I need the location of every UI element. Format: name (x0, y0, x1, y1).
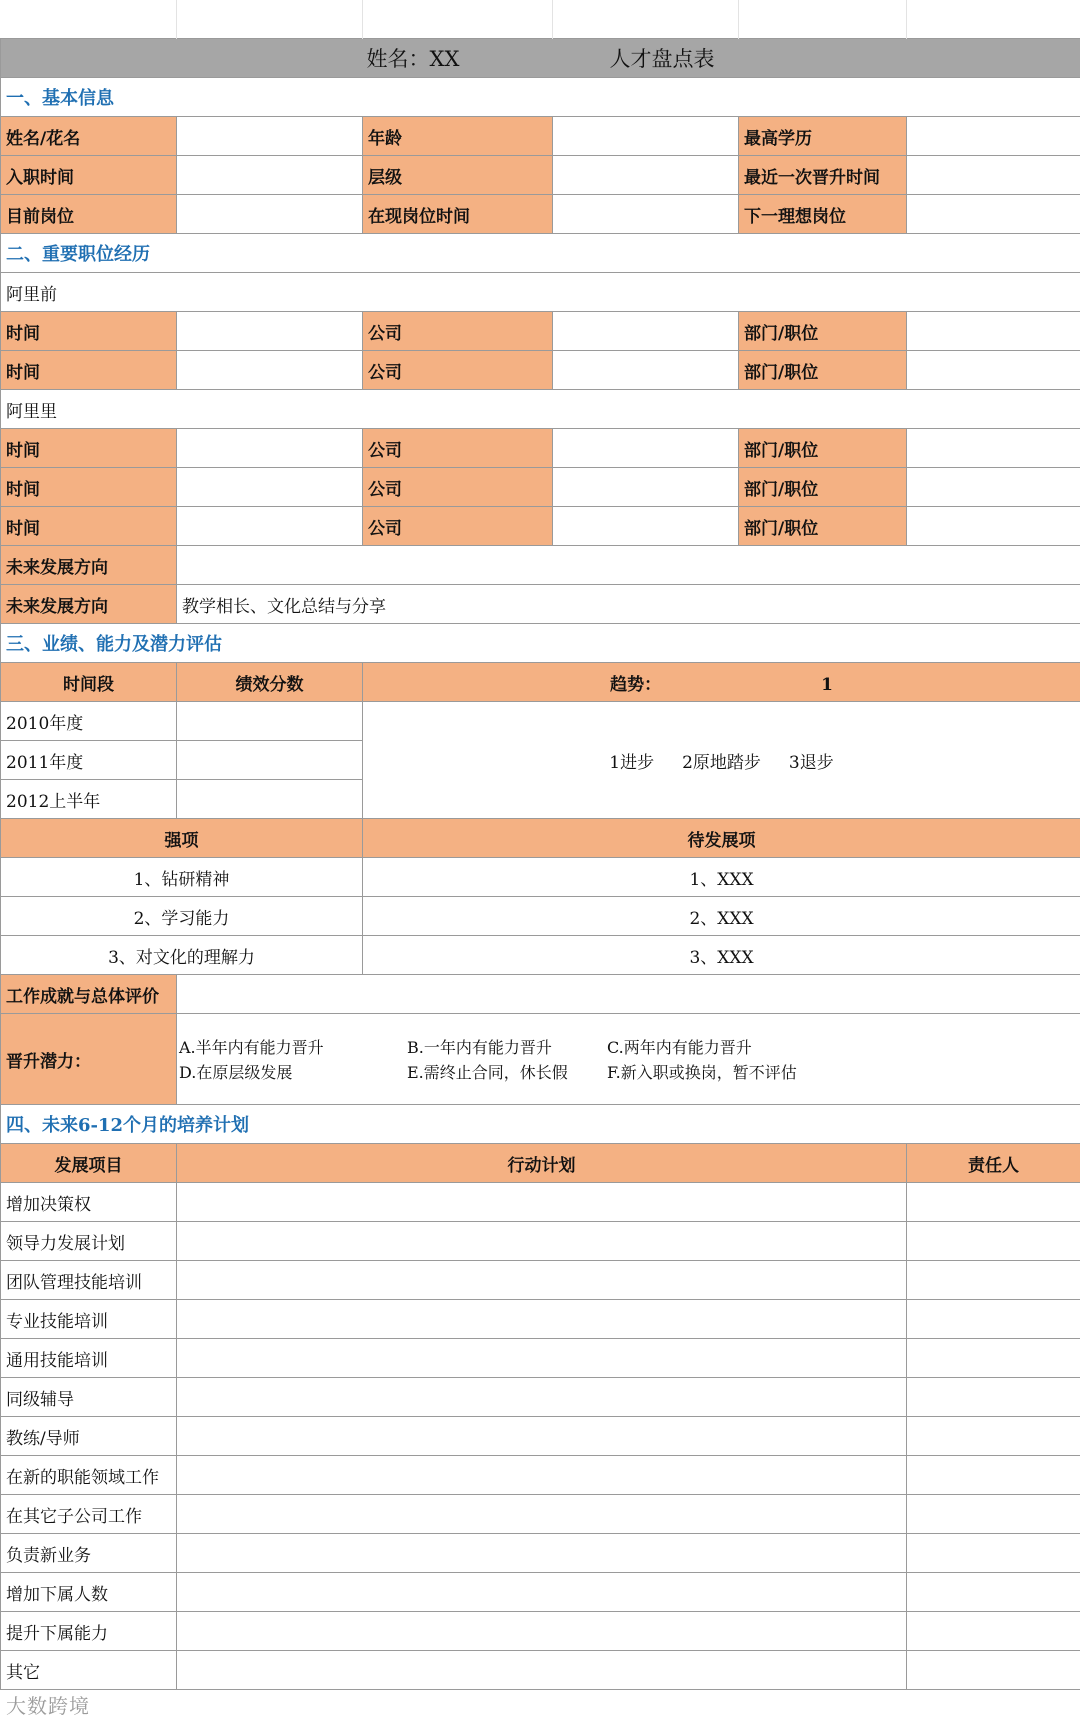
section-evaluation: 三、业绩、能力及潜力评估 (1, 624, 1080, 663)
plan-action[interactable] (177, 1534, 907, 1573)
potential-options (177, 1014, 1080, 1105)
label-dept: 部门/职位 (739, 507, 907, 546)
label-company: 公司 (363, 351, 553, 390)
plan-item: 教练/导师 (1, 1417, 177, 1456)
value-age[interactable] (553, 117, 739, 156)
value-company[interactable] (553, 429, 739, 468)
value-dept[interactable] (907, 429, 1080, 468)
plan-action[interactable] (177, 1339, 907, 1378)
plan-action[interactable] (177, 1378, 907, 1417)
period-2010: 2010年度 (1, 702, 177, 741)
trend-option-regress: 3退步 (788, 752, 834, 773)
table-row (1, 1495, 1080, 1534)
table-row (1, 1612, 1080, 1651)
label-future-direction: 未来发展方向 (1, 546, 177, 585)
potential-option-e[interactable]: E.需终止合同，休长假 (407, 1063, 568, 1082)
plan-owner[interactable] (907, 1222, 1080, 1261)
table-row (1, 1456, 1080, 1495)
label-time: 时间 (1, 351, 177, 390)
plan-item: 通用技能培训 (1, 1339, 177, 1378)
table-row (1, 1651, 1080, 1690)
label-company: 公司 (363, 468, 553, 507)
potential-option-d[interactable]: D.在原层级发展 (179, 1063, 293, 1082)
label-last-promotion: 最近一次晋升时间 (739, 156, 907, 195)
plan-item: 增加决策权 (1, 1183, 177, 1222)
label-potential: 晋升潜力： (1, 1014, 177, 1105)
header-strengths: 强项 (1, 819, 363, 858)
label-time: 时间 (1, 468, 177, 507)
label-current-post: 目前岗位 (1, 195, 177, 234)
value-name[interactable] (177, 117, 363, 156)
header-develop: 待发展项 (363, 819, 1080, 858)
value-dept[interactable] (907, 312, 1080, 351)
label-join-time: 入职时间 (1, 156, 177, 195)
label-next-post: 下一理想岗位 (739, 195, 907, 234)
label-future-direction: 未来发展方向 (1, 585, 177, 624)
value-company[interactable] (553, 351, 739, 390)
plan-item: 领导力发展计划 (1, 1222, 177, 1261)
header-action: 行动计划 (177, 1144, 907, 1183)
trend-options (363, 702, 1080, 819)
value-time[interactable] (177, 429, 363, 468)
value-next-post[interactable] (907, 195, 1080, 234)
score-2011[interactable] (177, 741, 363, 780)
value-join-time[interactable] (177, 156, 363, 195)
plan-owner[interactable] (907, 1495, 1080, 1534)
plan-action[interactable] (177, 1456, 907, 1495)
value-future-direction-1[interactable] (177, 546, 1080, 585)
table-row (1, 1183, 1080, 1222)
strength-item[interactable]: 3、对文化的理解力 (1, 936, 363, 975)
name-label: 姓名：XX (366, 47, 460, 71)
develop-item[interactable]: 2、XXX (363, 897, 1080, 936)
period-2012h1: 2012上半年 (1, 780, 177, 819)
plan-owner[interactable] (907, 1417, 1080, 1456)
header-trend (363, 663, 1080, 702)
plan-action[interactable] (177, 1300, 907, 1339)
value-time[interactable] (177, 507, 363, 546)
plan-owner[interactable] (907, 1261, 1080, 1300)
label-time: 时间 (1, 429, 177, 468)
value-time[interactable] (177, 351, 363, 390)
plan-owner[interactable] (907, 1456, 1080, 1495)
plan-item: 负责新业务 (1, 1534, 177, 1573)
label-dept: 部门/职位 (739, 312, 907, 351)
table-title: 人才盘点表 (609, 47, 715, 71)
value-future-direction-2[interactable]: 教学相长、文化总结与分享 (177, 585, 1080, 624)
label-company: 公司 (363, 429, 553, 468)
value-time-in-post[interactable] (553, 195, 739, 234)
value-level[interactable] (553, 156, 739, 195)
header-owner: 责任人 (907, 1144, 1080, 1183)
value-last-promotion[interactable] (907, 156, 1080, 195)
watermark-logo: 大数跨境 (6, 1694, 90, 1718)
plan-owner[interactable] (907, 1378, 1080, 1417)
period-2011: 2011年度 (1, 741, 177, 780)
value-company[interactable] (553, 468, 739, 507)
empty-top-row (1, 0, 1080, 39)
plan-item: 提升下属能力 (1, 1612, 177, 1651)
potential-option-a[interactable]: A.半年内有能力晋升 (179, 1038, 324, 1057)
subheading-before-ali: 阿里前 (1, 273, 1080, 312)
value-dept[interactable] (907, 507, 1080, 546)
plan-owner[interactable] (907, 1300, 1080, 1339)
value-achievement[interactable] (177, 975, 1080, 1014)
label-achievement: 工作成就与总体评价 (1, 975, 177, 1014)
strength-item[interactable]: 1、钻研精神 (1, 858, 363, 897)
potential-option-f[interactable]: F.新入职或换岗，暂不评估 (607, 1063, 797, 1082)
plan-action[interactable] (177, 1183, 907, 1222)
plan-action[interactable] (177, 1417, 907, 1456)
section-basic-info: 一、基本信息 (1, 78, 1080, 117)
plan-owner[interactable] (907, 1534, 1080, 1573)
table-row (1, 1261, 1080, 1300)
plan-item: 增加下属人数 (1, 1573, 177, 1612)
label-time: 时间 (1, 507, 177, 546)
table-row (1, 1339, 1080, 1378)
plan-action[interactable] (177, 1495, 907, 1534)
trend-option-stagnant: 2原地踏步 (682, 752, 761, 773)
table-row (1, 1222, 1080, 1261)
table-row (1, 1573, 1080, 1612)
trend-option-progress: 1进步 (609, 752, 655, 773)
value-dept[interactable] (907, 351, 1080, 390)
value-company[interactable] (553, 312, 739, 351)
label-time-in-post: 在现岗位时间 (363, 195, 553, 234)
potential-option-c[interactable]: C.两年内有能力晋升 (607, 1038, 752, 1057)
strength-item[interactable]: 2、学习能力 (1, 897, 363, 936)
label-company: 公司 (363, 312, 553, 351)
plan-item: 在其它子公司工作 (1, 1495, 177, 1534)
subheading-inside-ali: 阿里里 (1, 390, 1080, 429)
table-row (1, 1378, 1080, 1417)
develop-item[interactable]: 1、XXX (363, 858, 1080, 897)
value-time[interactable] (177, 468, 363, 507)
plan-action[interactable] (177, 1573, 907, 1612)
plan-item: 专业技能培训 (1, 1300, 177, 1339)
label-time: 时间 (1, 312, 177, 351)
develop-item[interactable]: 3、XXX (363, 936, 1080, 975)
label-company: 公司 (363, 507, 553, 546)
plan-owner[interactable] (907, 1573, 1080, 1612)
table-row (1, 1417, 1080, 1456)
plan-owner[interactable] (907, 1339, 1080, 1378)
table-row (1, 1534, 1080, 1573)
plan-item: 团队管理技能培训 (1, 1261, 177, 1300)
label-dept: 部门/职位 (739, 429, 907, 468)
value-company[interactable] (553, 507, 739, 546)
plan-action[interactable] (177, 1261, 907, 1300)
plan-owner[interactable] (907, 1612, 1080, 1651)
trend-label: 趋势： (610, 674, 662, 695)
plan-item: 同级辅导 (1, 1378, 177, 1417)
plan-owner[interactable] (907, 1651, 1080, 1690)
value-education[interactable] (907, 117, 1080, 156)
sheet-title (1, 39, 1080, 78)
label-age: 年龄 (363, 117, 553, 156)
value-time[interactable] (177, 312, 363, 351)
value-current-post[interactable] (177, 195, 363, 234)
plan-owner[interactable] (907, 1183, 1080, 1222)
label-level: 层级 (363, 156, 553, 195)
plan-action[interactable] (177, 1651, 907, 1690)
plan-action[interactable] (177, 1612, 907, 1651)
score-2012h1[interactable] (177, 780, 363, 819)
label-dept: 部门/职位 (739, 351, 907, 390)
plan-action[interactable] (177, 1222, 907, 1261)
trend-value[interactable]: 1 (821, 674, 833, 695)
label-education: 最高学历 (739, 117, 907, 156)
potential-option-b[interactable]: B.一年内有能力晋升 (407, 1038, 552, 1057)
plan-item: 其它 (1, 1651, 177, 1690)
header-period: 时间段 (1, 663, 177, 702)
section-plan: 四、未来6-12个月的培养计划 (1, 1105, 1080, 1144)
score-2010[interactable] (177, 702, 363, 741)
value-dept[interactable] (907, 468, 1080, 507)
table-row (1, 1300, 1080, 1339)
plan-item: 在新的职能领域工作 (1, 1456, 177, 1495)
label-name: 姓名/花名 (1, 117, 177, 156)
header-score: 绩效分数 (177, 663, 363, 702)
section-positions: 二、重要职位经历 (1, 234, 1080, 273)
label-dept: 部门/职位 (739, 468, 907, 507)
header-item: 发展项目 (1, 1144, 177, 1183)
